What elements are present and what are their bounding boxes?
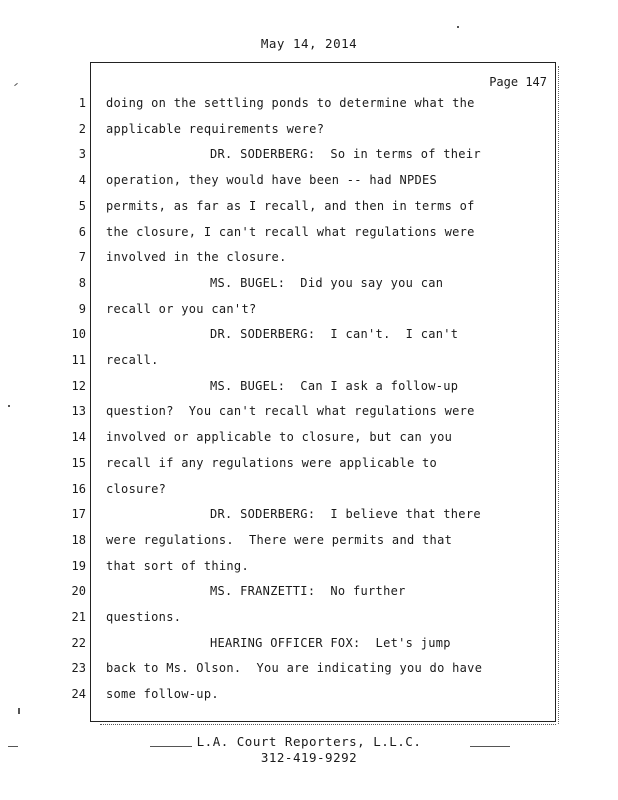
line-number: 6	[78, 224, 86, 239]
line-number: 4	[78, 173, 86, 188]
line-number: 19	[71, 558, 86, 573]
transcript-line: HEARING OFFICER FOX: Let's jump	[210, 635, 451, 650]
page-number: Page 147	[489, 75, 547, 89]
line-number: 15	[71, 455, 86, 470]
transcript-line: DR. SODERBERG: I believe that there	[210, 507, 481, 522]
transcript-line: that sort of thing.	[106, 558, 249, 573]
scan-speck	[470, 746, 510, 747]
transcript-line: operation, they would have been -- had NPDES	[106, 173, 438, 188]
transcript-line: question? You can't recall what regulations were	[106, 404, 475, 419]
scan-speck	[8, 405, 10, 407]
line-number: 22	[71, 635, 86, 650]
transcript-line: MS. BUGEL: Did you say you can	[210, 275, 444, 290]
line-number: 5	[78, 198, 86, 213]
transcript-line: recall.	[106, 353, 159, 367]
transcript-line: DR. SODERBERG: So in terms of their	[210, 147, 481, 162]
line-number: 9	[78, 301, 86, 316]
line-number: 14	[71, 430, 86, 445]
line-number: 10	[71, 327, 86, 342]
line-number: 11	[71, 353, 86, 367]
header-date: May 14, 2014	[260, 36, 358, 51]
transcript-line: involved or applicable to closure, but can you	[106, 430, 453, 445]
line-number: 18	[71, 532, 86, 547]
line-number: 17	[71, 507, 86, 522]
line-number: 1	[78, 96, 86, 110]
footer-phone: 312-419-9292	[260, 750, 358, 765]
line-number: 2	[78, 121, 86, 136]
transcript-line: MS. FRANZETTI: No further	[210, 584, 406, 599]
scan-speck	[18, 708, 20, 714]
transcript-line: were regulations. There were permits and that	[106, 532, 453, 547]
line-number: 23	[71, 661, 86, 676]
transcript-line: applicable requirements were?	[106, 121, 325, 136]
scan-speck	[8, 746, 18, 747]
line-number: 21	[71, 610, 86, 624]
transcript-line: DR. SODERBERG: I can't. I can't	[210, 327, 459, 342]
transcript-line: closure?	[106, 481, 167, 496]
transcript-line: permits, as far as I recall, and then in terms of	[106, 198, 475, 213]
line-number: 16	[71, 481, 86, 496]
transcript-line: involved in the closure.	[106, 250, 287, 265]
scan-speck	[150, 746, 192, 747]
line-number: 12	[71, 378, 86, 393]
transcript-line: doing on the settling ponds to determine what the	[106, 96, 475, 110]
scan-speck	[14, 83, 18, 86]
transcript-line: MS. BUGEL: Can I ask a follow-up	[210, 378, 459, 393]
line-number: 7	[78, 250, 86, 265]
transcript-line: the closure, I can't recall what regulations were	[106, 224, 475, 239]
line-number: 8	[78, 275, 86, 290]
transcript-line: questions.	[106, 610, 182, 624]
footer-firm-name: L.A. Court Reporters, L.L.C.	[196, 734, 422, 749]
line-number: 24	[71, 687, 86, 702]
line-number: 3	[78, 147, 86, 162]
transcript-line: recall or you can't?	[106, 301, 257, 316]
transcript-line: some follow-up.	[106, 687, 219, 702]
line-number: 20	[71, 584, 86, 599]
frame-shadow-bottom	[100, 724, 556, 725]
frame-shadow-right	[558, 66, 559, 724]
transcript-line: recall if any regulations were applicable to	[106, 455, 438, 470]
transcript-line: back to Ms. Olson. You are indicating you do have	[106, 661, 483, 676]
line-number: 13	[71, 404, 86, 419]
scan-speck	[457, 26, 459, 28]
